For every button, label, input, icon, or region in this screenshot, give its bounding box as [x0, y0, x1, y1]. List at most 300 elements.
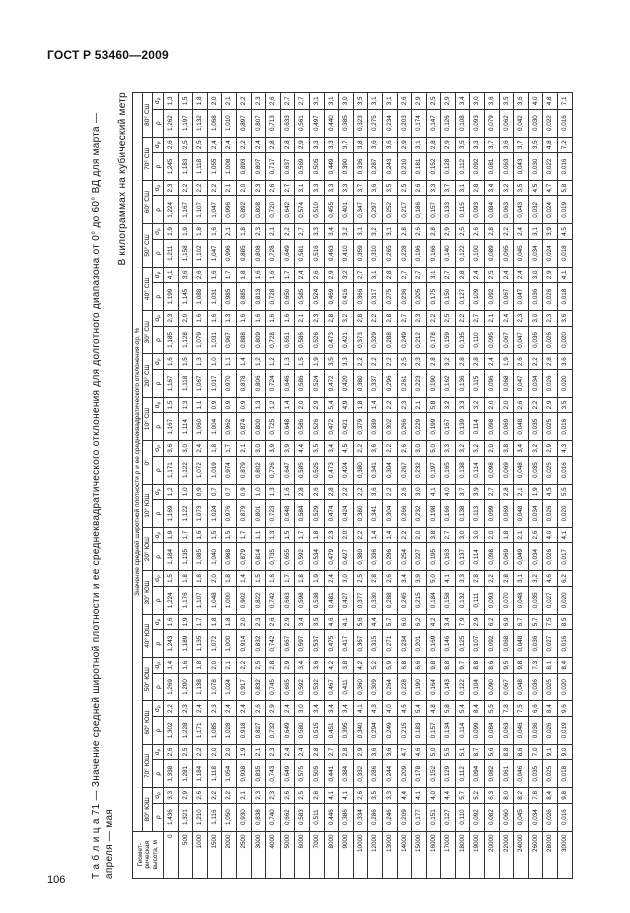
sigma-cell: 2,9 [397, 137, 412, 153]
sigma-cell: 1,5 [295, 354, 310, 370]
sigma-cell: 3,2 [339, 267, 354, 283]
density-cell: 0,832 [251, 630, 266, 658]
density-cell: 0,309 [368, 673, 383, 701]
density-cell: 1,189 [178, 630, 193, 658]
units-note: В килограммах на кубический метр [117, 92, 128, 266]
sigma-cell: 1,6 [266, 267, 281, 283]
sigma-cell: 2,6 [397, 93, 412, 110]
sigma-cell: 1,3 [222, 311, 237, 327]
density-cell: 0,633 [280, 109, 295, 137]
density-cell: 0,061 [499, 760, 514, 788]
density-cell: 0,532 [309, 673, 324, 701]
sigma-cell: 8,4 [470, 701, 485, 717]
density-cell: 1,068 [207, 109, 222, 137]
sigma-cell: 1,8 [499, 527, 514, 543]
density-cell: 0,297 [368, 196, 383, 224]
sigma-cell: 8,6 [485, 658, 500, 674]
sigma-cell: 4,1 [441, 571, 456, 587]
density-cell: 1,269 [164, 673, 179, 701]
sigma-subscript: ρ [156, 184, 161, 188]
density-cell: 0,529 [309, 500, 324, 528]
sigma-cell: 2,7 [295, 224, 310, 240]
density-cell: 0,252 [382, 196, 397, 224]
density-cell: 0,107 [470, 630, 485, 658]
density-cell: 0,249 [397, 326, 412, 354]
density-cell: 0,190 [426, 369, 441, 397]
rho-header: ρ [153, 369, 164, 397]
density-cell: 0,122 [455, 239, 470, 267]
table-body [164, 93, 573, 879]
density-cell: 0,093 [485, 586, 500, 614]
density-cell: 1,167 [164, 413, 179, 441]
density-cell: 0,275 [382, 283, 397, 311]
density-cell: 1,048 [207, 586, 222, 614]
sigma-cell: 2,8 [266, 137, 281, 153]
sigma-header [153, 744, 164, 760]
density-cell: 0,035 [528, 456, 543, 484]
density-cell: 0,195 [426, 543, 441, 571]
sigma-cell: 1,7 [222, 267, 237, 283]
density-cell: 0,245 [397, 586, 412, 614]
sigma-cell: 4,6 [324, 614, 339, 630]
density-cell: 0,725 [266, 413, 281, 441]
sigma-cell: 6,8 [397, 658, 412, 674]
density-cell: 1,118 [178, 369, 193, 397]
density-cell: 0,068 [499, 369, 514, 397]
sigma-cell: 1,9 [309, 571, 324, 587]
sigma-cell: 2,6 [412, 180, 427, 196]
sigma-cell: 9,8 [514, 658, 529, 674]
altitude-cell: 30000 [558, 831, 573, 878]
density-cell: 0,585 [295, 456, 310, 484]
density-cell: 0,441 [324, 760, 339, 788]
sigma-cell: 2,1 [236, 441, 251, 457]
sigma-cell: 1,8 [222, 614, 237, 630]
density-cell: 0,249 [382, 716, 397, 744]
sigma-cell: 2,8 [353, 311, 368, 327]
density-cell: 0,296 [382, 369, 397, 397]
sigma-cell: 2,9 [353, 744, 368, 760]
sigma-cell: 4,1 [324, 788, 339, 804]
sigma-cell: 1,6 [251, 267, 266, 283]
density-cell: 0,138 [455, 456, 470, 484]
sigma-cell: 1,5 [178, 354, 193, 370]
sigma-cell: 4,0 [543, 527, 558, 543]
density-cell: 0,048 [514, 456, 529, 484]
sigma-cell: 3,3 [455, 397, 470, 413]
latitude-header: 10° СШ [143, 397, 153, 440]
sigma-cell: 0,9 [236, 484, 251, 500]
altitude-cell: 22000 [499, 831, 514, 878]
density-cell: 1,228 [178, 716, 193, 744]
density-cell: 1,145 [178, 283, 193, 311]
density-cell: 0,067 [499, 283, 514, 311]
sigma-cell: 3,3 [309, 180, 324, 196]
density-cell: 0,100 [470, 239, 485, 267]
density-cell: 0,096 [485, 369, 500, 397]
sigma-cell: 4,5 [339, 441, 354, 457]
sigma-cell: 1,5 [280, 527, 295, 543]
altitude-cell: 24000 [514, 831, 529, 878]
density-cell: 0,020 [558, 586, 573, 614]
sigma-header [153, 571, 164, 587]
sigma-cell: 3,1 [528, 224, 543, 240]
rho-header: ρ [153, 716, 164, 744]
sigma-symbol: σ [154, 144, 161, 149]
density-cell: 0,649 [280, 239, 295, 267]
sigma-cell: 2,8 [324, 484, 339, 500]
density-cell: 0,093 [470, 196, 485, 224]
density-cell: 0,473 [324, 456, 339, 484]
density-cell: 0,261 [397, 369, 412, 397]
sigma-cell: 3,0 [295, 701, 310, 717]
sigma-cell: 3,7 [455, 484, 470, 500]
sigma-cell: 2,3 [251, 614, 266, 630]
sigma-cell: 2,1 [236, 788, 251, 804]
density-cell: 1,031 [207, 326, 222, 354]
density-cell: 1,031 [207, 283, 222, 311]
sigma-cell: 2,6 [193, 267, 208, 283]
sigma-subscript: ρ [156, 358, 161, 361]
density-cell: 0,150 [441, 283, 456, 311]
density-cell: 0,341 [368, 456, 383, 484]
sigma-header [153, 180, 164, 196]
density-cell: 0,062 [499, 109, 514, 137]
table-row [339, 93, 354, 879]
sigma-cell: 2,8 [470, 354, 485, 370]
density-cell: 0,019 [558, 196, 573, 224]
density-cell: 0,016 [558, 153, 573, 181]
sigma-cell: 2,2 [528, 397, 543, 413]
altitude-cell: 17000 [441, 831, 456, 878]
sigma-cell: 2,0 [207, 571, 222, 587]
sigma-cell: 2,0 [499, 397, 514, 413]
density-cell: 0,410 [339, 239, 354, 267]
sigma-cell: 3,0 [412, 441, 427, 457]
density-cell: 0,093 [470, 109, 485, 137]
sigma-cell: 2,9 [280, 614, 295, 630]
density-cell: 0,592 [295, 673, 310, 701]
sigma-symbol: σ [154, 491, 161, 496]
sigma-cell: 1,4 [236, 571, 251, 587]
sigma-cell: 1,2 [266, 397, 281, 413]
density-cell: 0,016 [558, 803, 573, 831]
sigma-cell: 1,4 [164, 658, 179, 674]
density-cell: 0,067 [499, 673, 514, 701]
sigma-cell: 3,7 [514, 137, 529, 153]
sigma-cell: 9,8 [426, 658, 441, 674]
sigma-cell: 2,3 [397, 397, 412, 413]
sigma-cell: 3,9 [280, 441, 295, 457]
table-row [514, 93, 529, 879]
sigma-cell: 2,2 [455, 311, 470, 327]
sigma-cell: 3,6 [558, 354, 573, 370]
density-cell: 0,215 [397, 716, 412, 744]
density-cell: 0,838 [251, 803, 266, 831]
density-cell: 0,126 [441, 109, 456, 137]
altitude-cell: 18000 [455, 831, 470, 878]
sigma-cell: 3,5 [309, 441, 324, 457]
density-cell: 0,136 [455, 369, 470, 397]
sigma-cell: 3,5 [528, 137, 543, 153]
sigma-cell: 2,2 [382, 397, 397, 413]
density-cell: 1,028 [222, 716, 237, 744]
sigma-cell: 1,8 [193, 658, 208, 674]
sigma-subscript: ρ [156, 618, 161, 622]
latitude-header: 20° СШ [143, 354, 153, 397]
sigma-cell: 2,2 [353, 441, 368, 457]
sigma-cell: 1,6 [251, 311, 266, 327]
sigma-cell: 1,3 [193, 354, 208, 370]
density-cell: 0,879 [236, 456, 251, 484]
density-cell: 0,879 [236, 500, 251, 528]
sigma-symbol: σ [154, 577, 161, 582]
density-cell: 0,026 [543, 716, 558, 744]
density-cell: 0,098 [485, 543, 500, 571]
density-cell: 0,159 [441, 326, 456, 354]
latitude-header: 0° [143, 441, 153, 484]
density-cell: 0,726 [266, 456, 281, 484]
density-cell: 1,118 [207, 760, 222, 788]
sigma-cell: 9,7 [455, 658, 470, 674]
density-cell: 0,048 [514, 586, 529, 614]
density-cell: 1,055 [207, 153, 222, 181]
density-cell: 0,341 [368, 500, 383, 528]
density-cell: 1,073 [193, 500, 208, 528]
sigma-cell: 0,7 [222, 484, 237, 500]
density-cell: 0,265 [382, 239, 397, 267]
sigma-cell: 1,7 [193, 614, 208, 630]
density-cell: 0,421 [339, 326, 354, 354]
sigma-header [153, 701, 164, 717]
sigma-subscript: ρ [156, 488, 161, 492]
density-cell: 0,474 [324, 500, 339, 528]
sigma-cell: 1,5 [222, 527, 237, 543]
density-cell: 0,109 [470, 283, 485, 311]
altitude-cell: 13000 [382, 831, 397, 878]
density-cell: 0,802 [251, 456, 266, 484]
density-cell: 1,210 [193, 803, 208, 831]
density-cell: 1,050 [222, 803, 237, 831]
density-cell: 0,806 [251, 369, 266, 397]
density-cell: 0,449 [324, 153, 339, 181]
sigma-symbol: σ [154, 534, 161, 539]
sigma-header [153, 441, 164, 457]
density-cell: 0,175 [426, 283, 441, 311]
density-cell: 0,416 [339, 283, 354, 311]
sigma-cell: 1,9 [499, 354, 514, 370]
density-cell: 0,897 [236, 109, 251, 137]
altitude-cell: 500 [178, 831, 193, 878]
density-cell: 0,034 [528, 543, 543, 571]
table-row [280, 93, 295, 879]
sigma-cell: 2,9 [441, 137, 456, 153]
latitude-header: 60° ЮШ [143, 701, 153, 744]
density-cell: 1,436 [164, 803, 179, 831]
sigma-cell: 1,1 [251, 527, 266, 543]
sigma-cell: 5,7 [382, 614, 397, 630]
density-cell: 0,930 [236, 803, 251, 831]
density-cell: 0,151 [426, 803, 441, 831]
sigma-cell: 2,0 [207, 658, 222, 674]
density-cell: 1,114 [178, 413, 193, 441]
sigma-cell: 1,6 [266, 311, 281, 327]
density-cell: 0,264 [382, 673, 397, 701]
density-cell: 1,169 [164, 500, 179, 528]
sigma-cell: 3,6 [485, 93, 500, 110]
sigma-cell: 2,9 [324, 267, 339, 283]
density-cell: 0,115 [455, 196, 470, 224]
sigma-cell: 2,2 [193, 744, 208, 760]
sigma-cell: 2,1 [295, 311, 310, 327]
sigma-cell: 1,7 [280, 267, 295, 283]
sigma-cell: 3,4 [441, 614, 456, 630]
table-row [353, 93, 368, 879]
sigma-cell: 3,6 [368, 441, 383, 457]
sigma-cell: 3,4 [324, 701, 339, 717]
sigma-cell: 3,3 [324, 137, 339, 153]
altitude-cell: 28000 [543, 831, 558, 878]
sigma-symbol: σ [154, 360, 161, 365]
density-cell: 0,114 [470, 413, 485, 441]
density-cell: 0,177 [412, 803, 427, 831]
sigma-cell: 3,6 [368, 137, 383, 153]
sigma-cell: 4,5 [543, 484, 558, 500]
sigma-cell: 3,4 [485, 180, 500, 196]
density-cell: 0,152 [426, 760, 441, 788]
sigma-cell: 1,9 [164, 224, 179, 240]
density-cell: 0,538 [309, 586, 324, 614]
density-cell: 0,360 [353, 673, 368, 701]
sigma-cell: 2,7 [353, 267, 368, 283]
density-cell: 1,184 [164, 543, 179, 571]
sigma-cell: 2,2 [236, 658, 251, 674]
sigma-cell: 3,0 [470, 93, 485, 110]
sigma-cell: 9,8 [558, 788, 573, 804]
density-cell: 1,122 [178, 456, 193, 484]
sigma-cell: 2,7 [280, 93, 295, 110]
density-cell: 0,227 [412, 543, 427, 571]
sigma-header [153, 658, 164, 674]
density-cell: 0,537 [309, 630, 324, 658]
density-cell: 0,526 [309, 413, 324, 441]
sigma-cell: 2,5 [193, 137, 208, 153]
sigma-cell: 4,1 [164, 267, 179, 283]
sigma-cell: 2,8 [426, 224, 441, 240]
latitude-header: 70° ЮШ [143, 744, 153, 787]
density-cell: 0,036 [528, 630, 543, 658]
density-cell: 0,026 [543, 283, 558, 311]
sigma-cell: 2,5 [353, 571, 368, 587]
density-cell: 0,885 [236, 239, 251, 267]
sigma-cell: 4,1 [339, 614, 354, 630]
sigma-cell: 2,4 [324, 571, 339, 587]
table-row [251, 93, 266, 879]
sigma-cell: 1,3 [266, 527, 281, 543]
sigma-cell: 2,2 [426, 311, 441, 327]
density-cell: 0,597 [295, 630, 310, 658]
sigma-cell: 2,6 [412, 224, 427, 240]
density-cell: 0,022 [543, 153, 558, 181]
sigma-cell: 3,2 [470, 441, 485, 457]
sigma-cell: 2,4 [193, 441, 208, 457]
density-cell: 0,479 [324, 543, 339, 571]
sigma-cell: 4,5 [558, 224, 573, 240]
sigma-cell: 2,7 [441, 527, 456, 543]
sigma-cell: 3,3 [309, 224, 324, 240]
density-cell: 0,025 [543, 456, 558, 484]
density-cell: 0,996 [222, 196, 237, 224]
altitude-cell: 26000 [528, 831, 543, 878]
density-cell: 0,650 [280, 283, 295, 311]
density-cell: 0,885 [236, 283, 251, 311]
density-cell: 0,234 [382, 109, 397, 137]
sigma-cell: 4,6 [412, 744, 427, 760]
density-cell: 0,174 [412, 109, 427, 137]
density-cell: 0,743 [266, 760, 281, 788]
sigma-cell: 3,3 [164, 788, 179, 804]
density-cell: 0,092 [470, 803, 485, 831]
sigma-cell: 2,8 [426, 354, 441, 370]
density-cell: 1,107 [193, 196, 208, 224]
density-cell: 0,045 [514, 239, 529, 267]
sigma-cell: 6,6 [528, 701, 543, 717]
density-cell: 0,163 [441, 543, 456, 571]
density-cell: 0,962 [222, 413, 237, 441]
density-cell: 0,016 [558, 413, 573, 441]
sigma-cell: 1,8 [193, 224, 208, 240]
sigma-cell: 1,8 [353, 397, 368, 413]
sigma-cell: 2,6 [251, 701, 266, 717]
sigma-cell: 2,1 [222, 224, 237, 240]
table-row [178, 93, 193, 879]
altitude-cell: 14000 [397, 831, 412, 878]
density-cell: 0,184 [426, 586, 441, 614]
sigma-symbol: σ [154, 187, 161, 192]
sigma-cell: 2,2 [485, 571, 500, 587]
density-cell: 0,649 [280, 716, 295, 744]
density-cell: 0,034 [528, 239, 543, 267]
sigma-cell: 1,2 [266, 354, 281, 370]
sigma-cell: 3,6 [178, 267, 193, 283]
density-cell: 0,359 [353, 239, 368, 267]
density-cell: 0,302 [382, 413, 397, 441]
density-cell: 0,024 [543, 239, 558, 267]
sigma-cell: 3,1 [309, 93, 324, 110]
density-cell: 1,167 [164, 369, 179, 397]
sigma-cell: 1,2 [164, 484, 179, 500]
sigma-cell: 3,0 [528, 311, 543, 327]
density-cell: 0,271 [382, 630, 397, 658]
sigma-cell: 0,9 [193, 484, 208, 500]
density-cell: 0,196 [412, 239, 427, 267]
latitude-header: 80° СШ [143, 93, 153, 138]
altitude-cell: 9000 [339, 831, 354, 878]
sigma-cell: 1,7 [222, 441, 237, 457]
altitude-cell: 12000 [368, 831, 383, 878]
sigma-cell: 4,1 [353, 701, 368, 717]
density-cell: 0,294 [368, 716, 383, 744]
density-cell: 1,024 [222, 673, 237, 701]
density-cell: 0,340 [353, 716, 368, 744]
density-cell: 0,296 [382, 543, 397, 571]
sigma-cell: 3,5 [514, 180, 529, 196]
sigma-cell: 0,7 [207, 484, 222, 500]
density-cell: 0,569 [295, 153, 310, 181]
density-cell: 0,140 [441, 239, 456, 267]
density-cell: 1,211 [164, 239, 179, 267]
sigma-cell: 3,4 [295, 658, 310, 674]
